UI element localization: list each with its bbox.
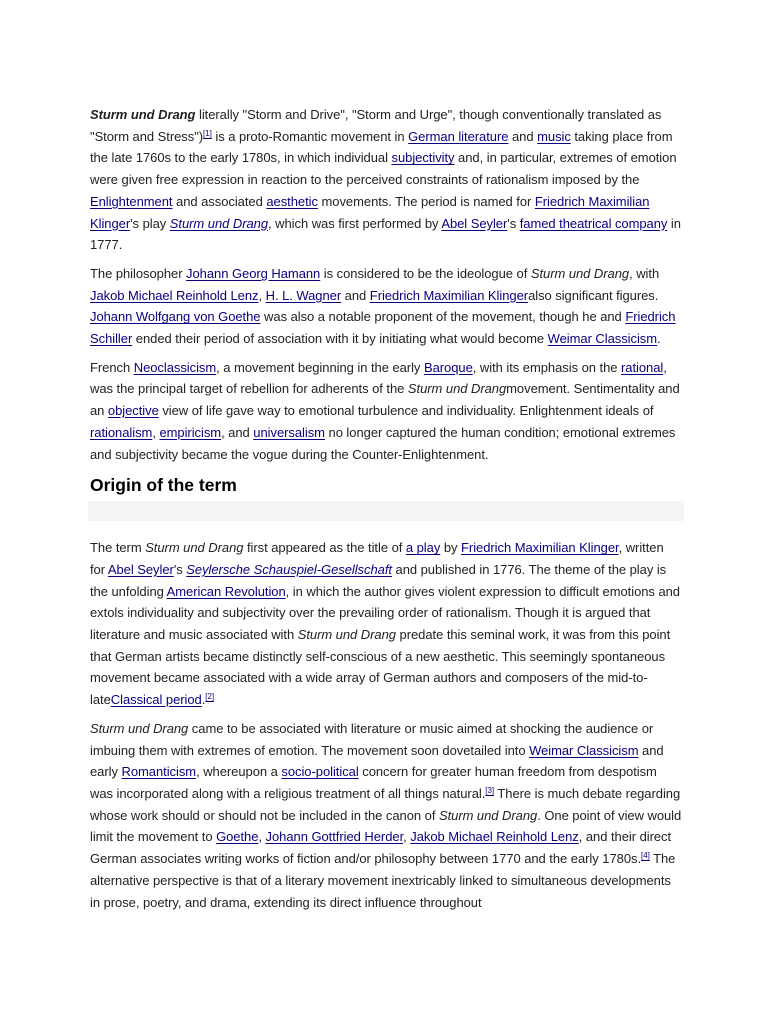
text-run: . — [657, 331, 661, 347]
link-italic-text: Seylersche Schauspiel-Gesellschaft — [186, 561, 392, 577]
article-link[interactable]: German literature — [408, 128, 509, 144]
text-run: 's — [507, 215, 520, 231]
article-body — [90, 104, 682, 920]
text-run: 's — [173, 561, 187, 577]
text-run: , — [258, 829, 266, 845]
article-link[interactable]: aesthetic — [266, 193, 318, 209]
text-run: There is much debate regarding whose work should or should not be included in the canon of — [90, 785, 681, 823]
text-run: and — [508, 128, 538, 144]
paragraph-philosophers — [90, 263, 682, 350]
text-run: . — [201, 692, 206, 708]
article-title-term — [90, 107, 199, 122]
citation-superscript — [485, 786, 494, 795]
text-run: and, in particular, extremes of emotion were given free expression in reaction to the perceived constraints of rationalism imposed by the — [90, 150, 677, 188]
citation-superscript — [641, 851, 650, 860]
text-run: in 1777. — [90, 215, 681, 253]
article-link[interactable]: American Revolution — [166, 583, 286, 599]
text-run: , with — [629, 265, 660, 281]
text-run: and — [341, 287, 370, 303]
text-run: is considered to be the ideologue of — [320, 265, 531, 281]
text-run: , which was first performed by — [268, 215, 442, 231]
text-run: , — [152, 424, 160, 440]
paragraph-origin — [90, 537, 682, 711]
article-link[interactable]: Neoclassicism — [133, 359, 217, 375]
bold-italic-title-text: Sturm und Drang — [90, 107, 199, 122]
text-run: is a proto-Romantic movement in — [211, 128, 409, 144]
section-heading-band — [88, 501, 684, 521]
citation-link[interactable]: [2] — [205, 692, 215, 702]
italic-term: Sturm und Drang — [530, 265, 630, 281]
text-run: 's play — [130, 215, 170, 231]
text-run: . One point of view would limit the movement to — [90, 807, 682, 845]
article-link[interactable]: Enlightenment — [90, 193, 173, 209]
article-link[interactable]: a play — [405, 540, 441, 556]
text-run: was also a notable proponent of the movement, though he and — [260, 309, 626, 325]
article-link[interactable]: Abel Seyler — [107, 561, 174, 577]
text-run: , and their direct German associates writing works of fiction and/or philosophy between 1770 and the early 1780s. — [90, 829, 672, 867]
paragraph-intro — [90, 104, 682, 256]
text-run: movement. Sentimentality and an — [90, 381, 680, 419]
text-run: literally "Storm and Drive", "Storm and Urge", though conventionally translated as "Storm and Stress") — [90, 107, 662, 144]
text-run: , written for — [90, 540, 664, 577]
article-link[interactable]: Jakob Michael Reinhold Lenz — [90, 287, 259, 303]
article-link[interactable]: H. L. Wagner — [265, 287, 342, 303]
italic-term: Sturm und Drang — [438, 807, 538, 823]
text-run: ended their period of association with it by initiating what would become — [132, 331, 548, 347]
text-run: and published in 1776. The theme of the play is the unfolding — [90, 561, 667, 599]
article-link[interactable]: famed theatrical company — [519, 215, 668, 231]
citation-superscript — [203, 129, 212, 138]
text-run: The term — [90, 540, 146, 556]
text-run: movements. The period is named for — [317, 193, 535, 209]
paragraph-neoclassicism — [90, 357, 682, 466]
text-run: The alternative perspective is that of a literary movement inextricably linked to simultaneous developments in prose, poetry, and drama, extending its direct influence throughout — [90, 851, 676, 910]
text-run: , — [403, 829, 411, 845]
article-link[interactable] — [170, 216, 268, 231]
article-link[interactable]: Weimar Classicism — [529, 742, 639, 758]
article-link[interactable]: Classical period — [110, 692, 202, 708]
article-link[interactable]: Romanticism — [121, 764, 197, 780]
article-link[interactable]: Weimar Classicism — [547, 331, 658, 347]
text-run: French — [90, 359, 134, 375]
section-heading-origin: Origin of the term — [90, 475, 237, 496]
text-run: no longer captured the human condition; emotional extremes and subjectivity became the vogue during the Counter-Enlightenment. — [90, 424, 676, 462]
article-link[interactable]: Johann Georg Hamann — [186, 265, 321, 281]
article-link[interactable]: Jakob Michael Reinhold Lenz — [410, 829, 579, 845]
italic-term: Sturm und Drang — [90, 720, 189, 736]
link-italic-text: Sturm und Drang — [169, 215, 269, 231]
text-run: , — [258, 287, 266, 303]
text-run: taking place from the late 1760s to the early 1780s, in which individual — [90, 128, 673, 166]
text-run: by — [440, 540, 462, 556]
text-run: first appeared as the title of — [243, 540, 406, 556]
article-link[interactable]: Friedrich Maximilian Klinger — [461, 540, 619, 556]
article-link[interactable]: Friedrich Schiller — [90, 309, 676, 347]
text-run: came to be associated with literature or music aimed at shocking the audience or imbuing them with extremes of emotion. The movement soon dovetailed into — [90, 720, 654, 758]
citation-link[interactable]: [1] — [203, 128, 212, 138]
text-run: and early — [90, 742, 664, 780]
italic-term: Sturm und Drang — [297, 627, 396, 643]
article-link[interactable]: music — [537, 128, 571, 144]
article-link[interactable]: Goethe — [216, 829, 259, 845]
article-link[interactable]: socio-political — [281, 764, 359, 780]
article-link[interactable] — [186, 562, 392, 577]
italic-term: Sturm und Drang — [145, 540, 244, 556]
article-link[interactable]: Johann Gottfried Herder — [265, 829, 404, 845]
paragraph-association — [90, 718, 682, 913]
text-run: and associated — [172, 193, 267, 209]
text-run: concern for greater human freedom from despotism was incorporated along with a religious treatment of all things natural. — [90, 764, 657, 801]
text-run: also significant figures. — [528, 287, 659, 303]
article-link[interactable]: Friedrich Maximilian Klinger — [90, 193, 650, 231]
article-link[interactable]: subjectivity — [391, 150, 455, 166]
article-link[interactable]: Baroque — [423, 359, 473, 375]
text-run: view of life gave way to emotional turbulence and individuality. Enlightenment ideals of — [158, 403, 654, 419]
text-run: The philosopher — [90, 265, 187, 281]
article-link[interactable]: Friedrich Maximilian Klinger — [369, 287, 529, 303]
article-link[interactable]: Johann Wolfgang von Goethe — [90, 309, 261, 325]
citation-link[interactable]: [3] — [485, 785, 495, 795]
italic-term: Sturm und Drang — [407, 381, 507, 397]
article-link[interactable]: empiricism — [159, 424, 222, 440]
article-link[interactable]: rationalism — [90, 424, 153, 440]
text-run: , and — [221, 424, 254, 440]
text-run: predate this seminal work, it was from this point that German artists became distinctly self-conscious of a new aesthetic. This seemingly spontaneous movement became associated with a wide array of German authors and composers of the mid-to-late — [90, 627, 671, 708]
article-link[interactable]: objective — [107, 403, 159, 419]
article-link[interactable]: universalism — [253, 424, 325, 440]
text-run: , whereupon a — [196, 764, 282, 780]
article-link[interactable]: Abel Seyler — [441, 215, 508, 231]
text-run: , in which the author gives violent expression to difficult emotions and extols individuality and subjectivity over the prevailing order of rationalism. Though it is argued that literature and music associated with — [90, 583, 680, 643]
citation-superscript — [205, 692, 214, 701]
text-run: , with its emphasis on the — [472, 359, 621, 375]
article-link[interactable]: rational — [621, 359, 664, 375]
citation-link[interactable]: [4] — [641, 851, 650, 861]
text-run: , a movement beginning in the early — [216, 359, 424, 375]
text-run: , was the principal target of rebellion for adherents of the — [90, 359, 667, 397]
